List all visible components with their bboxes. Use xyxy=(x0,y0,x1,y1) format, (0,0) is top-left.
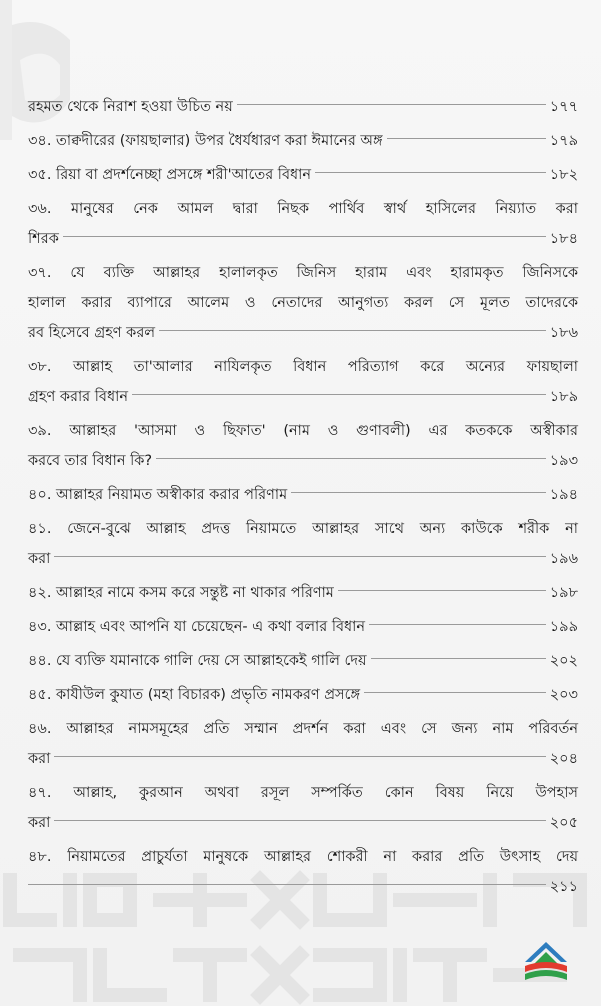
toc-entry-text: ৪২. আল্লাহর নামে কসম করে সন্তুষ্ট না থাকার পরিণাম xyxy=(28,585,334,601)
toc-entry[interactable] xyxy=(28,778,578,838)
dotted-leader xyxy=(237,104,546,105)
toc-entry-text: করা xyxy=(28,751,51,767)
toc-entry-text: ৪০. আল্লাহর নিয়ামত অস্বীকার করার পরিণাম xyxy=(28,487,288,503)
page-number: ১৭৯ xyxy=(549,133,578,149)
toc-entry-text: রব হিসেবে গ্রহণ করল xyxy=(28,325,156,341)
publisher-logo-icon xyxy=(521,940,571,984)
dotted-leader xyxy=(63,236,546,237)
dotted-leader xyxy=(54,820,545,821)
toc-entry[interactable] xyxy=(28,416,578,476)
toc-entry-text: ৪৮. নিয়ামতের প্রাচুর্যতা মানুষকে আল্লাহর শোকরী না করার প্রতি উৎসাহ দেয় xyxy=(28,849,578,865)
toc-entry[interactable] xyxy=(28,92,578,122)
toc-entry[interactable] xyxy=(28,480,578,510)
page-number: ১৭৭ xyxy=(549,99,578,115)
toc-entry[interactable] xyxy=(28,514,578,574)
toc-entry-text: ৪৪. যে ব্যক্তি যমানাকে গালি দেয় সে আল্লাহকেই গালি দেয় xyxy=(28,653,367,669)
page-number: ১৮৬ xyxy=(549,325,578,341)
toc-entry-text: করা xyxy=(28,551,51,567)
dotted-leader xyxy=(54,756,545,757)
toc-entry[interactable] xyxy=(28,612,578,642)
page-number: ১৯৮ xyxy=(549,585,578,601)
toc-entry[interactable] xyxy=(28,352,578,412)
toc-entry[interactable] xyxy=(28,646,578,676)
page-number: ২১১ xyxy=(549,879,578,895)
toc-entry-text: ৪৩. আল্লাহ এবং আপনি যা চেয়েছেন- এ কথা বলার বিধান xyxy=(28,619,366,635)
dotted-leader xyxy=(371,658,546,659)
toc-entry-text: ৩৫. রিয়া বা প্রদর্শনেচ্ছা প্রসঙ্গে শরী'আতের বিধান xyxy=(28,167,312,183)
dotted-leader xyxy=(364,692,546,693)
dotted-leader xyxy=(132,394,546,395)
toc-entry[interactable] xyxy=(28,714,578,774)
toc-entry-text: গ্রহণ করার বিধান xyxy=(28,389,128,405)
dotted-leader xyxy=(315,172,546,173)
page-number: ২০৪ xyxy=(549,751,578,767)
page-number: ১৮৪ xyxy=(549,231,578,247)
toc-entry[interactable] xyxy=(28,578,578,608)
toc-entry-text: ৪৬. আল্লাহর নামসমূহের প্রতি সম্মান প্রদর্শন করা এবং সে জন্য নাম পরিবর্তন xyxy=(28,721,578,737)
toc-entry-text: ৩৭. যে ব্যক্তি আল্লাহর হালালকৃত জিনিস হারাম এবং হারামকৃত জিনিসকে xyxy=(28,265,578,281)
toc-entry[interactable] xyxy=(28,842,578,902)
toc-entry-text: ৪৭. আল্লাহ, কুরআন অথবা রসূল সম্পর্কিত কোন বিষয় নিয়ে উপহাস xyxy=(28,785,578,801)
toc-entry[interactable] xyxy=(28,194,578,254)
dotted-leader xyxy=(291,492,546,493)
toc-entry-text: ৩৯. আল্লাহর 'আসমা ও ছিফাত' (নাম ও গুণাবলী) এর কতককে অস্বীকার xyxy=(28,423,578,439)
toc-entry-text: রহমত থেকে নিরাশ হওয়া উচিত নয় xyxy=(28,99,233,115)
dotted-leader xyxy=(369,624,546,625)
page-number: ২০৫ xyxy=(549,815,578,831)
toc-entry-text: করবে তার বিধান কি? xyxy=(28,453,153,469)
page-number: ১৮২ xyxy=(549,167,578,183)
page-number: ২০২ xyxy=(549,653,578,669)
toc-entry[interactable] xyxy=(28,160,578,190)
dotted-leader xyxy=(159,330,546,331)
table-of-contents xyxy=(28,92,578,906)
page-number: ২০৩ xyxy=(549,687,578,703)
toc-entry-text: ৩৬. মানুষের নেক আমল দ্বারা নিছক পার্থিব স্বার্থ হাসিলের নিয়্যাত করা xyxy=(28,201,578,217)
toc-entry[interactable] xyxy=(28,258,578,348)
toc-entry-text: ৪৫. কাযীউল কুযাত (মহা বিচারক) প্রভৃতি নামকরণ প্রসঙ্গে xyxy=(28,687,361,703)
toc-entry-text: করা xyxy=(28,815,51,831)
page-number: ১৯৯ xyxy=(549,619,578,635)
dotted-leader xyxy=(387,138,546,139)
toc-entry-text: ৩৮. আল্লাহ তা'আলার নাযিলকৃত বিধান পরিত্যাগ করে অন্যের ফায়ছালা xyxy=(28,359,578,375)
toc-entry-text: শিরক xyxy=(28,231,59,247)
dotted-leader xyxy=(338,590,546,591)
toc-entry[interactable] xyxy=(28,680,578,710)
dotted-leader xyxy=(156,458,546,459)
toc-entry[interactable] xyxy=(28,126,578,156)
toc-entry-text: ৩৪. তাক্বদীরের (ফায়ছালার) উপর ধৈর্যধারণ করা ঈমানের অঙ্গ xyxy=(28,133,383,149)
dotted-leader xyxy=(28,884,546,885)
page-number: ১৯৩ xyxy=(549,453,578,469)
toc-entry-text: ৪১. জেনে-বুঝে আল্লাহ প্রদত্ত নিয়ামতে আল্লাহর সাথে অন্য কাউকে শরীক না xyxy=(28,521,578,537)
dotted-leader xyxy=(54,556,545,557)
toc-entry-text: হালাল করার ব্যাপারে আলেম ও নেতাদের আনুগত্য করল সে মূলত তাদেরকে xyxy=(28,295,578,311)
page-number: ১৮৯ xyxy=(549,389,578,405)
page-number: ১৯৪ xyxy=(549,487,578,503)
page-number: ১৯৬ xyxy=(549,551,578,567)
